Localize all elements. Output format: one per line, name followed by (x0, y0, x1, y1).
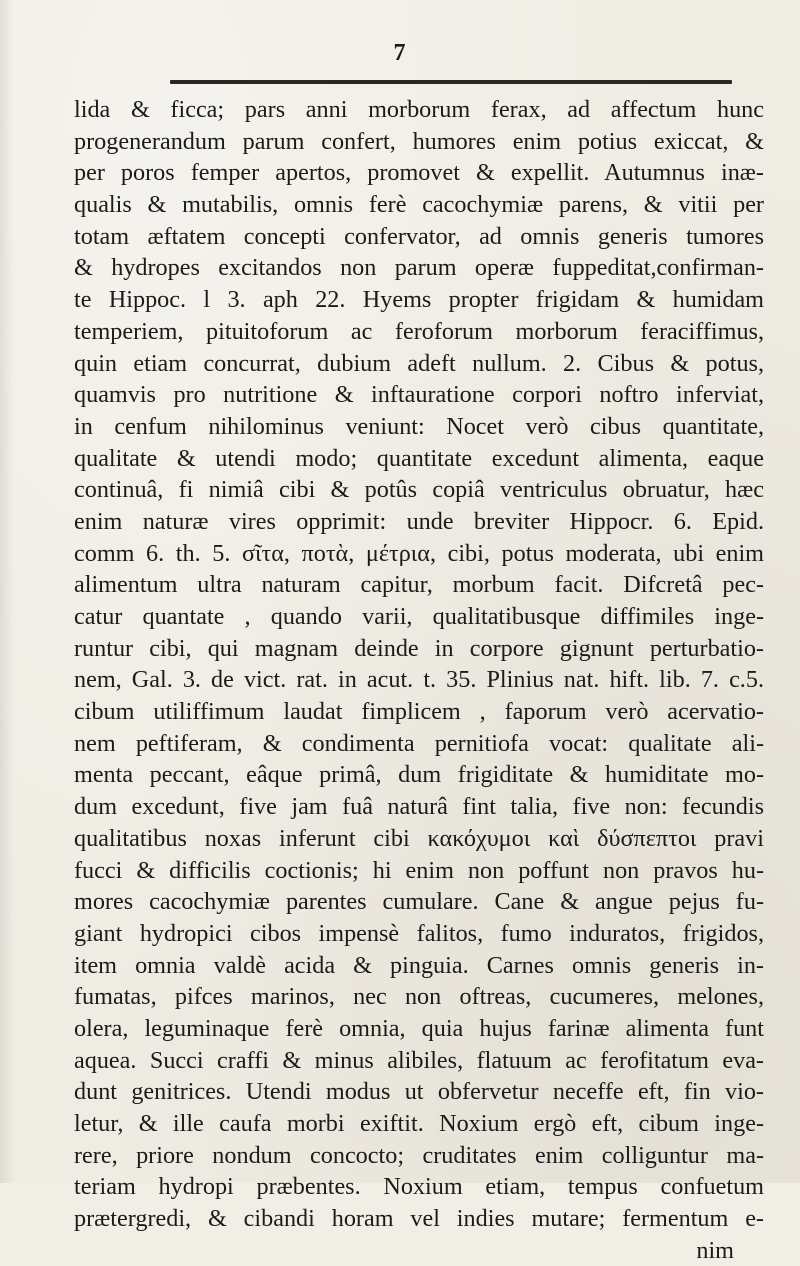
text-line: prætergredi, & cibandi horam vel indies mutare; fermentum e- (74, 1205, 764, 1233)
text-line: nim (696, 1236, 734, 1264)
text-line: menta peccant, eâque primâ, dum frigiditate & humiditate mo- (74, 761, 764, 789)
text-line: qualis & mutabilis, omnis ferè cacochymiæ parens, & vitii per (74, 191, 764, 219)
text-line: continuâ, fi nimiâ cibi & potûs copiâ ventriculus obruatur, hæc (74, 476, 764, 504)
text-line: rere, priore nondum concocto; cruditates enim colliguntur ma- (74, 1141, 764, 1169)
text-line: teriam hydropi præbentes. Noxium etiam, tempus confuetum (74, 1173, 764, 1201)
text-line: nem, Gal. 3. de vict. rat. in acut. t. 35. Plinius nat. hift. lib. 7. c.5. (74, 666, 764, 694)
text-line: te Hippoc. l 3. aph 22. Hyems propter frigidam & humidam (74, 286, 764, 314)
page-binding-shadow (0, 0, 14, 1183)
text-line: per poros femper apertos, promovet & expellit. Autumnus inæ- (74, 159, 764, 187)
text-line: dunt genitrices. Utendi modus ut obfervetur neceffe eft, fin vio- (74, 1078, 764, 1106)
text-line: comm 6. th. 5. σῖτα, ποτὰ, μέτρια, cibi, potus moderata, ubi enim (74, 539, 764, 567)
body-text (74, 94, 764, 1266)
text-line: alimentum ultra naturam capitur, morbum facit. Difcretâ pec- (74, 571, 764, 599)
text-line: item omnia valdè acida & pinguia. Carnes omnis generis in- (74, 951, 764, 979)
text-line: progenerandum parum confert, humores enim potius exiccat, & (74, 127, 764, 155)
text-line: catur quantate , quando varii, qualitatibusque diffimiles inge- (74, 603, 764, 630)
text-line: cibum utiliffimum laudat fimplicem , faporum verò acervatio- (74, 698, 764, 726)
text-line: quamvis pro nutritione & inftauratione corpori noftro inferviat, (74, 381, 764, 409)
text-line: runtur cibi, qui magnam deinde in corpore gignunt perturbatio- (74, 634, 764, 662)
text-line: nem peftiferam, & condimenta pernitiofa vocat: qualitate ali- (74, 729, 764, 757)
text-line: in cenfum nihilominus veniunt: Nocet verò cibus quantitate, (74, 412, 764, 440)
text-line: fucci & difficilis coctionis; hi enim non poffunt non pravos hu- (74, 856, 764, 884)
page-number: 7 (393, 40, 407, 66)
text-line: giant hydropici cibos impensè falitos, fumo induratos, frigidos, (74, 919, 764, 947)
text-line: aquea. Succi craffi & minus alibiles, flatuum ac ferofitatum eva- (74, 1046, 764, 1074)
text-line: qualitatibus noxas inferunt cibi κακόχυμοι καὶ δύσπεπτοι pravi (74, 824, 764, 852)
header-rule (170, 80, 732, 84)
text-line: mores cacochymiæ parentes cumulare. Cane & angue pejus fu- (74, 888, 764, 916)
text-line: letur, & ille caufa morbi exiftit. Noxium ergò eft, cibum inge- (74, 1110, 764, 1137)
text-line: quin etiam concurrat, dubium adeft nullum. 2. Cibus & potus, (74, 349, 764, 377)
text-line: qualitate & utendi modo; quantitate excedunt alimenta, eaque (74, 444, 764, 472)
text-line: olera, leguminaque ferè omnia, quia hujus farinæ alimenta funt (74, 1014, 764, 1042)
text-line: temperiem, pituitoforum ac feroforum morborum feraciffimus, (74, 317, 764, 345)
text-line: enim naturæ vires opprimit: unde breviter Hippocr. 6. Epid. (74, 507, 764, 535)
text-line: & hydropes excitandos non parum operæ fuppeditat,confirman- (74, 254, 764, 282)
text-line: dum excedunt, five jam fuâ naturâ fint talia, five non: fecundis (74, 793, 764, 821)
text-line: fumatas, pifces marinos, nec non oftreas, cucumeres, melones, (74, 983, 764, 1011)
text-line: totam æftatem concepti confervator, ad omnis generis tumores (74, 222, 764, 250)
text-line: lida & ficca; pars anni morborum ferax, ad affectum hunc (74, 96, 764, 123)
